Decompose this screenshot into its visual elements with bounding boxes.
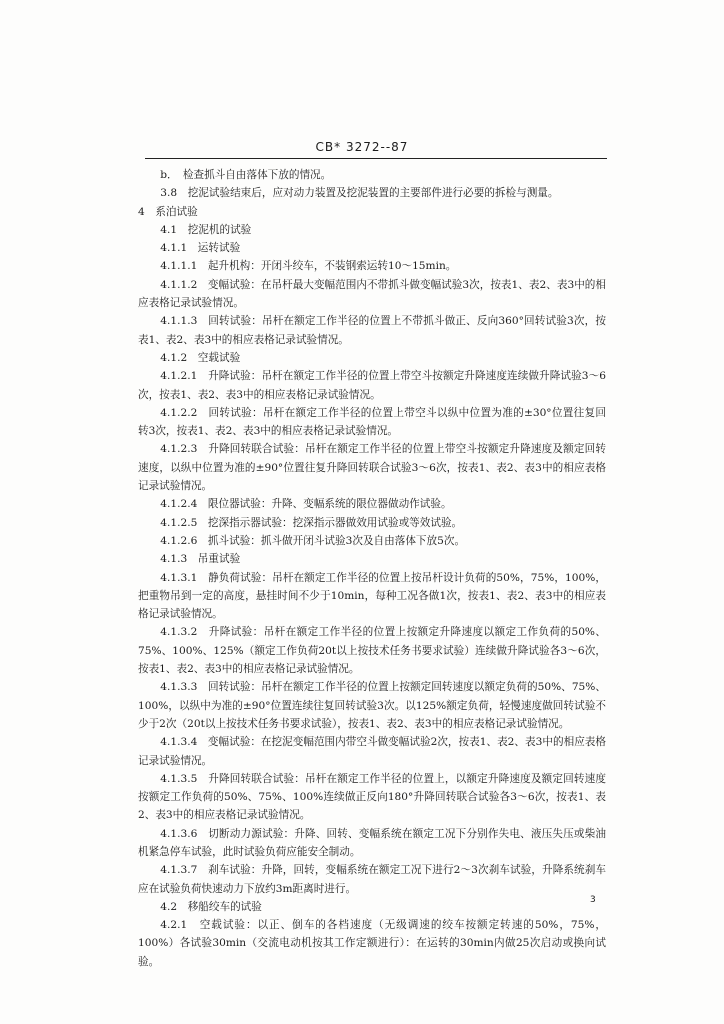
paragraph: 4.1.3.5 升降回转联合试验：吊杆在额定工作半径的位置上，以额定升降速度及额定回转速度按额定工作负荷的50%、75%、100%连续做正反向180°升降回转联合试验各3～6次，按表1、表2、表3中的相应表格记录试验情况。 — [138, 772, 606, 822]
paragraph: 4.1.3.2 升降试验：吊杆在额定工作半径的位置上按额定升降速度以额定工作负荷的50%、75%、100%、125%（额定工作负荷20t以上按技术任务书要求试验）连续做升降试验各3～6次，按表1、表2、表3中的相应表格记录试验情况。 — [138, 626, 606, 676]
paragraph: b． 检查抓斗自由落体下放的情况。 — [160, 169, 332, 181]
paragraph: 4.1.3.1 静负荷试验：吊杆在额定工作半径的位置上按吊杆设计负荷的50%，75%，100%，把重物吊到一定的高度，悬挂时间不少于10min，每种工况各做1次，按表1、表2、表3中的相应表格记录试验情况。 — [138, 571, 606, 621]
header-rule — [145, 158, 607, 159]
paragraph: 4.2.1 空载试验：以正、倒车的各档速度（无级调速的绞车按额定转速的50%，75%，100%）各试验30min（交流电动机按其工作定额进行）：在运转的30min内做25次启动或换向试验。 — [138, 919, 606, 968]
paragraph: 4.1.2.5 挖深指示器试验：挖深指示器做效用试验或等效试验。 — [160, 516, 463, 529]
paragraph: 3.8 挖泥试验结束后，应对动力装置及挖泥装置的主要部件进行必要的拆检与测量。 — [160, 187, 559, 200]
paragraph: 4.1.3.7 刹车试验：升降，回转，变幅系统在额定工况下进行2～3次刹车试验，升降系统刹车应在试验负荷快速动力下放约3m距离时进行。 — [138, 864, 606, 895]
paragraph: 4.1.2 空载试验 — [160, 351, 241, 364]
paragraph: 4.1.2.1 升降试验：吊杆在额定工作半径的位置上带空斗按额定升降速度连续做升降试验3～6次，按表1、表2、表3中的相应表格记录试验情况。 — [138, 370, 606, 401]
paragraph: 4.1.1.3 回转试验：吊杆在额定工作半径的位置上不带抓斗做正、反向360°回转试验3次，按表1、表2、表3中的相应表格记录试验情况。 — [138, 315, 606, 346]
paragraph: 4.1.3.4 变幅试验：在挖泥变幅范围内带空斗做变幅试验2次，按表1、表2、表3中的相应表格记录试验情况。 — [138, 736, 606, 767]
paragraph: 4.1.2.4 限位器试验：升降、变幅系统的限位器做动作试验。 — [160, 498, 452, 511]
paragraph: 4.1.1 运转试验 — [160, 242, 241, 255]
paragraph: 4.1.1.2 变幅试验：在吊杆最大变幅范围内不带抓斗做变幅试验3次，按表1、表2、表3中的相应表格记录试验情况。 — [138, 278, 606, 310]
paragraph: 4.2 移船绞车的试验 — [160, 900, 262, 913]
page-number: 3 — [590, 895, 596, 905]
running-header: CB* 3272--87 — [315, 140, 409, 154]
paragraph: 4.1.3.6 切断动力源试验：升降、回转、变幅系统在额定工况下分别作失电、液压失压或柴油机紧急停车试验，此时试验负荷应能安全制动。 — [138, 827, 606, 858]
paragraph: 4 系泊试验 — [138, 205, 198, 218]
document-body — [138, 166, 606, 971]
paragraph: 4.1 挖泥机的试验 — [160, 223, 252, 236]
paragraph: 4.1.2.6 抓斗试验：抓斗做开闭斗试验3次及自由落体下放5次。 — [160, 534, 466, 547]
paragraph: 4.1.3.3 回转试验：吊杆在额定工作半径的位置上按额定回转速度以额定负荷的50%、75%、100%，以纵中为准的±90°位置连续往复回转试验3次。以125%额定负荷，轻慢速度做回转试验不少于2次（20t以上按技术任务书要求试验），按表1、表2、表3中的相应表格记录试验情况。 — [138, 681, 606, 730]
paragraph: 4.1.2.2 回转试验：吊杆在额定工作半径的位置上带空斗以纵中位置为准的±30°位置往复回转3次，按表1、表2、表3中的相应表格记录试验情况。 — [138, 406, 606, 438]
paragraph: 4.1.2.3 升降回转联合试验：吊杆在额定工作半径的位置上带空斗按额定升降速度及额定回转速度，以纵中位置为准的±90°位置往复升降回转联合试验3～6次，按表1、表2、表3中的相应表格记录试验情况。 — [138, 443, 606, 493]
paragraph: 4.1.1.1 起升机构：开闭斗绞车，不装钢索运转10～15min。 — [160, 260, 457, 273]
paragraph: 4.1.3 吊重试验 — [160, 553, 241, 566]
